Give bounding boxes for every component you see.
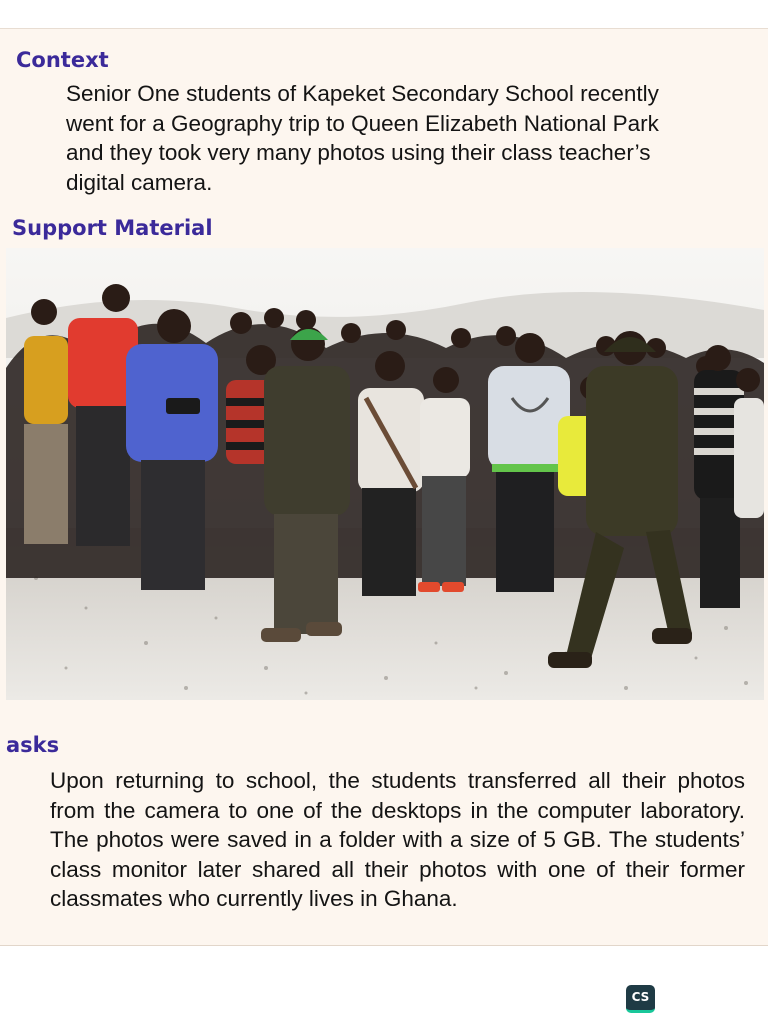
context-line: Senior One students of Kapeket Secondary School recently — [66, 81, 659, 106]
context-line: digital camera. — [66, 169, 213, 195]
group-photo — [6, 248, 764, 700]
context-heading: Context — [16, 48, 109, 72]
students-photo-illustration — [6, 248, 764, 700]
tasks-paragraph: Upon returning to school, the students transferred all their photos from the camera to one of the desktops in the computer laboratory. The photos were saved in a folder with a size of 5 GB. The students’ class monitor later shared all their photos with one of their former classmates who currently lives in Ghana. — [50, 768, 745, 911]
support-material-heading: Support Material — [12, 216, 213, 240]
context-paragraph — [66, 79, 756, 197]
context-line: and they took very many photos using their class teacher’s — [66, 140, 651, 165]
camscanner-logo-icon: CS — [626, 985, 655, 1013]
context-line: went for a Geography trip to Queen Elizabeth National Park — [66, 110, 659, 136]
tasks-heading: asks — [6, 733, 60, 757]
